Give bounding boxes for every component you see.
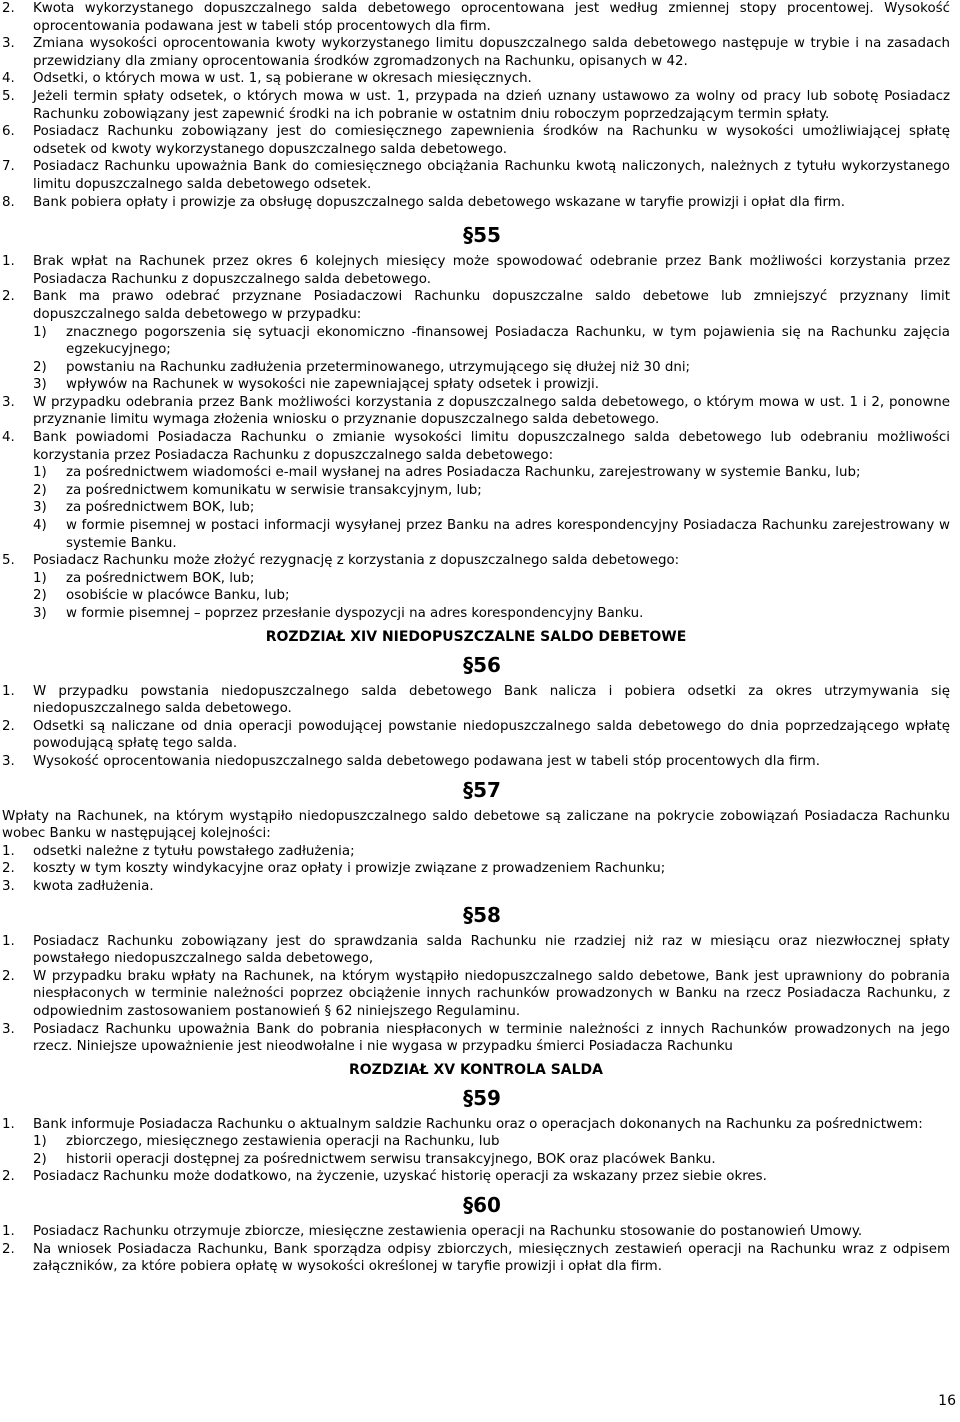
item-text: Jeżeli termin spłaty odsetek, o których mowa w ust. 1, przypada na dzień uznany ustawowo za wolny od pracy lub sobotę Posiadacz Rachunku zobowiązany jest zapewnić środki na ich pobranie w ostatnim dniu roboczym poprzedzającym termin spłaty. [33,88,950,122]
sub-item [2,499,950,517]
item-text: odsetki należne z tytułu powstałego zadłużenia; [33,843,355,859]
sub-item-text: powstaniu na Rachunku zadłużenia przeterminowanego, utrzymującego się dłużej niż 30 dni; [66,359,691,375]
item-text: Posiadacz Rachunku może dodatkowo, na życzenie, uzyskać historię operacji za wskazany przez siebie okres. [33,1169,767,1185]
item-text: Bank ma prawo odebrać przyznane Posiadaczowi Rachunku dopuszczalne saldo debetowe lub zmniejszyć przyznany limit dopuszczalnego salda debetowego w przypadku: [33,289,950,322]
paragraph-heading-57: §57 [463,777,501,802]
chapter-heading-xv: ROZDZIAŁ XV KONTROLA SALDA [348,1061,603,1078]
item-number: 8. [2,194,15,210]
sub-item [2,605,950,623]
sub-item [2,587,950,605]
item-text: Zmiana wysokości oprocentowania kwoty wykorzystanego limitu dopuszczalnego salda debetowego następuje w trybie i na zasadach przewidziany dla zmiany oprocentowania środków zgromadzonych na Rachunku, opisanych w 42. [33,36,950,69]
sub-item-number: 1) [33,324,47,340]
item-number: 3. [2,36,15,52]
item-text: koszty w tym koszty windykacyjne oraz opłaty i prowizje związane z prowadzeniem Rachunku; [33,861,666,877]
sub-item-number: 2) [33,482,47,498]
list-item [2,123,950,158]
item-text: Na wniosek Posiadacza Rachunku, Bank sporządza odpisy zbiorczych, miesięcznych zestawień operacji na Rachunku wraz z odpisem załączników, za które pobiera opłatę w wysokości określonej w taryfie prowizji i opłat dla firm. [33,1241,950,1275]
item-text: Bank pobiera opłaty i prowizje za obsługę dopuszczalnego salda debetowego wskazane w taryfie prowizji i opłat dla firm. [33,194,846,210]
item-text: W przypadku odebrania przez Bank możliwości korzystania z dopuszczalnego salda debetowego, o którym mowa w ust. 1 i 2, ponowne przyznanie limitu wymaga złożenia wniosku o przyznanie dopuszczalnego salda debetowego. [33,394,950,428]
item-text: Kwota wykorzystanego dopuszczalnego salda debetowego oprocentowana jest według zmiennej stopy procentowej. Wysokość oprocentowania podawana jest w tabeli stóp procentowych dla firm. [33,1,950,34]
list-item [2,1116,950,1134]
item-text: Posiadacz Rachunku zobowiązany jest do sprawdzania salda Rachunku nie rzadziej niż raz w miesiącu oraz niezwłocznej spłaty powstałego niedopuszczalnego salda debetowego, [33,933,950,967]
sub-item [2,324,950,359]
item-text: Posiadacz Rachunku upoważnia Bank do comiesięcznego obciążania Rachunku kwotą naliczonych, należnych z tytułu wykorzystanego limitu dopuszczalnego salda debetowego odsetek. [33,159,950,192]
sub-item-text: osobiście w placówce Banku, lub; [66,588,290,604]
section-55 [2,253,950,622]
sub-item-number: 2) [33,359,47,375]
list-item [2,718,950,753]
item-text: Brak wpłat na Rachunek przez okres 6 kolejnych miesięcy może spowodować odebranie przez Bank możliwości korzystania przez Posiadacza Rachunku z dopuszczalnego salda debetowego. [33,254,950,287]
sub-item-text: wpływów na Rachunek w wysokości nie zapewniającej spłaty odsetek i prowizji. [66,377,599,393]
sub-item-text: znacznego pogorszenia się sytuacji ekonomiczno -finansowej Posiadacza Rachunku, w tym pojawienia się na Rachunku zajęcia egzekucyjnego; [66,324,950,358]
list-item [2,878,950,896]
list-item [2,1168,950,1186]
list-item [2,933,950,968]
document-page [2,0,950,1276]
item-number: 2. [2,1,15,16]
item-number: 1. [2,843,15,859]
sub-item-text: w formie pisemnej – poprzez przesłanie dyspozycji na adres korespondencyjny Banku. [66,606,644,621]
sub-item-text: historii operacji dostępnej za pośrednictwem serwisu transakcyjnego, BOK oraz placówek Banku. [66,1151,716,1167]
list-item [2,194,950,212]
item-text: Odsetki są naliczane od dnia operacji powodującej powstanie niedopuszczalnego salda debetowego do dnia poprzedzającego wpłatę powodującą spłatę tego salda. [33,718,950,752]
section-60 [2,1223,950,1276]
item-text: Wysokość oprocentowania niedopuszczalnego salda debetowego podawana jest w tabeli stóp procentowych dla firm. [33,753,820,769]
paragraph-heading-60: §60 [463,1193,501,1218]
item-number: 2. [2,718,15,734]
item-number: 1. [2,254,15,270]
list-item [2,429,950,464]
list-item [2,552,950,570]
sub-item-number: 2) [33,1151,47,1167]
list-item [2,253,950,288]
sub-item-number: 3) [33,377,47,393]
sub-item-text: za pośrednictwem BOK, lub; [66,570,255,586]
list-item [2,35,950,70]
item-number: 4. [2,430,15,446]
item-number: 2. [2,968,15,984]
item-text: Posiadacz Rachunku upoważnia Bank do pobrania niespłaconych w terminie należności z innych Rachunków prowadzonych na jego rzecz. Niniejsze upoważnienie jest nieodwołalne i nie wygasa w przypadku śmierci Posiadacza Rachunku [33,1021,950,1055]
item-number: 3. [2,878,15,894]
list-item [2,158,950,193]
sub-item [2,464,950,482]
list-item [2,843,950,861]
paragraph-heading-56: §56 [463,652,501,677]
sub-item [2,570,950,588]
item-number: 2. [2,861,15,877]
item-number: 5. [2,553,15,569]
item-number: 2. [2,289,15,305]
list-item [2,88,950,123]
sub-item [2,517,950,552]
item-text: Posiadacz Rachunku zobowiązany jest do comiesięcznego zapewnienia środków na Rachunku w wysokości umożliwiającej spłatę odsetek od kwoty wykorzystanego dopuszczalnego salda debetowego. [33,124,950,157]
sub-item-text: za pośrednictwem wiadomości e-mail wysłanej na adres Posiadacza Rachunku, zarejestrowany w systemie Banku, lub; [66,465,861,481]
sub-item-number: 4) [33,518,47,534]
section-58 [2,933,950,1056]
item-text: W przypadku powstania niedopuszczalnego salda debetowego Bank nalicza i pobiera odsetki za okres utrzymywania się niedopuszczalnego salda debetowego. [33,683,950,717]
item-number: 1. [2,1116,15,1132]
item-number: 3. [2,1021,15,1037]
list-item [2,1223,950,1241]
list-item [2,1021,950,1056]
item-text: Posiadacz Rachunku może złożyć rezygnację z korzystania z dopuszczalnego salda debetowego: [33,553,680,569]
list-item [2,683,950,718]
sub-item [2,1151,950,1169]
item-number: 3. [2,753,15,769]
item-number: 1. [2,683,15,699]
section-intro-text: Wpłaty na Rachunek, na którym wystąpiło niedopuszczalnego saldo debetowe są zaliczane na pokrycie zobowiązań Posiadacza Rachunku wobec Banku w następującej kolejności: [2,808,950,842]
item-text: Bank powiadomi Posiadacza Rachunku o zmianie wysokości limitu dopuszczalnego salda debetowego lub odebraniu możliwości korzystania przez Posiadacza Rachunku z dopuszczalnego salda debetowego: [33,430,950,463]
sub-item-number: 2) [33,588,47,604]
sub-item-number: 3) [33,606,47,621]
item-number: 2. [2,1241,15,1257]
chapter-heading-xiv: ROZDZIAŁ XIV NIEDOPUSZCZALNE SALDO DEBETOWE [265,628,687,645]
item-text: W przypadku braku wpłaty na Rachunek, na którym wystąpiło niedopuszczalnego saldo debetowe, Bank jest uprawniony do pobrania niespłaconych w terminie należności poprzez obciążenie innych rachunków prowadzonych w Banku na rzecz Posiadacza Rachunku, z odpowiednim zastosowaniem postanowień § 62 niniejszego Regulaminu. [33,968,950,1019]
page-number: 16 [938,1393,956,1409]
sub-item-number: 1) [33,1134,47,1150]
sub-item-number: 1) [33,465,47,481]
section-56 [2,683,950,771]
sub-item-text: za pośrednictwem komunikatu w serwisie transakcyjnym, lub; [66,482,482,498]
paragraph-heading-55: §55 [463,223,501,248]
list-item [2,0,950,35]
list-item [2,70,950,88]
item-number: 6. [2,124,15,140]
item-number: 3. [2,394,15,410]
list-item [2,860,950,878]
list-item [2,968,950,1021]
item-text: kwota zadłużenia. [33,878,154,894]
item-number: 1. [2,933,15,949]
item-text: Posiadacz Rachunku otrzymuje zbiorcze, miesięczne zestawienia operacji na Rachunku stosowanie do postanowień Umowy. [33,1224,863,1240]
sub-item [2,359,950,377]
item-number: 2. [2,1169,15,1185]
section-continuation [2,0,950,211]
item-number: 1. [2,1224,15,1240]
sub-item-text: w formie pisemnej w postaci informacji wysyłanej przez Banku na adres korespondencyjny Posiadacza Rachunku zarejestrowany w systemie Banku. [66,518,950,551]
sub-item-text: za pośrednictwem BOK, lub; [66,500,255,516]
list-item [2,288,950,323]
sub-item [2,1133,950,1151]
item-number: 4. [2,71,15,87]
list-item [2,753,950,771]
section-59 [2,1116,950,1186]
sub-item [2,482,950,500]
list-item [2,1241,950,1276]
paragraph-heading-59: §59 [463,1085,501,1110]
sub-item-text: zbiorczego, miesięcznego zestawienia operacji na Rachunku, lub [66,1134,500,1150]
item-text: Odsetki, o których mowa w ust. 1, są pobierane w okresach miesięcznych. [33,71,532,87]
list-item [2,394,950,429]
sub-item [2,376,950,394]
sub-item-number: 3) [33,500,47,516]
section-57 [2,808,950,896]
item-text: Bank informuje Posiadacza Rachunku o aktualnym saldzie Rachunku oraz o operacjach dokonanych na Rachunku za pośrednictwem: [33,1116,923,1132]
item-number: 7. [2,159,15,175]
sub-item-number: 1) [33,570,47,586]
paragraph-heading-58: §58 [463,902,501,927]
item-number: 5. [2,88,15,104]
